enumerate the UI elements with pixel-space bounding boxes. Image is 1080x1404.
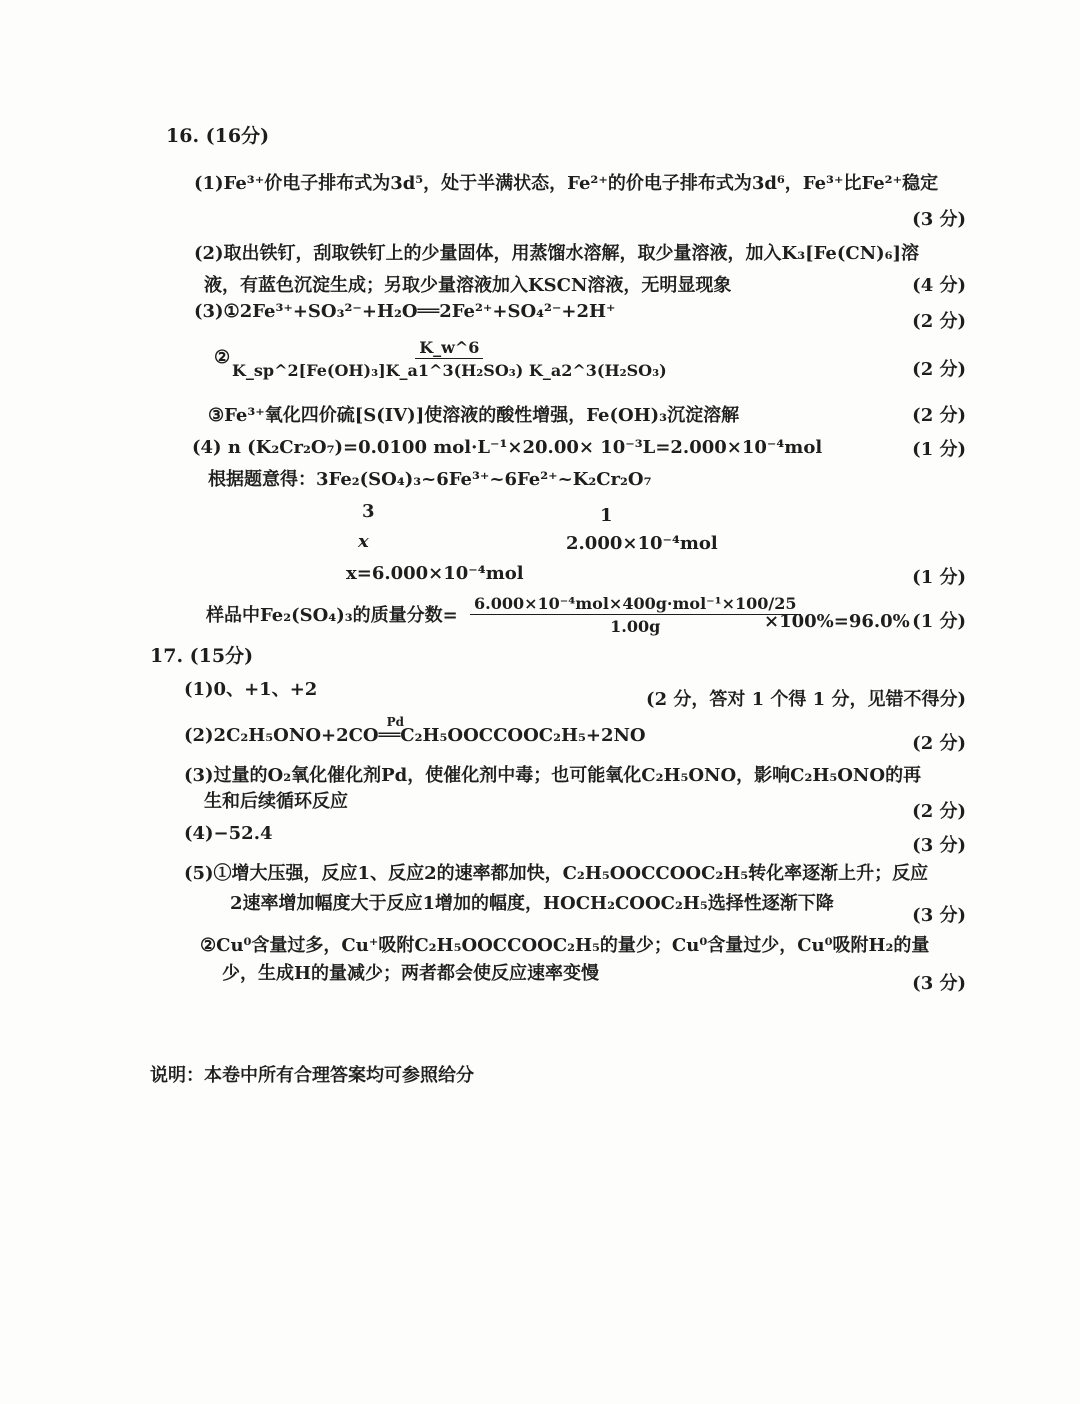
q17-part2-catalyst: Pd (386, 715, 405, 729)
q16-part4-x: x (358, 531, 369, 552)
q17-part2-equation (184, 715, 646, 748)
q16-part4-calc-score: (1 分) (912, 439, 966, 460)
q16-part3-2-score: (2 分) (912, 359, 966, 380)
q16-part3-2-denominator: K_sp^2[Fe(OH)₃]K_a1^3(H₂SO₃) K_a2^3(H₂SO₃) (232, 361, 667, 380)
q16-part2-score: (4 分) (912, 275, 966, 296)
q16-part4-fraction-numerator: 6.000×10⁻⁴mol×400g·mol⁻¹×100/25 (470, 594, 801, 615)
q17-part1: (1)0、+1、+2 (184, 679, 318, 700)
q17-part3-line1: (3)过量的O₂氧化催化剂Pd，使催化剂中毒；也可能氧化C₂H₅ONO，影响C₂H₅ONO的再 (184, 765, 922, 786)
q16-part3-2-label: ② (214, 347, 231, 368)
q17-part2-reactants: (2)2C₂H₅ONO+2CO (184, 725, 379, 746)
q17-part4: (4)−52.4 (184, 823, 273, 844)
q17-part3-line2: 生和后续循环反应 (204, 791, 348, 812)
q16-part4-calc: (4) n (K₂Cr₂O₇)=0.0100 mol·L⁻¹×20.00× 10⁻³L=2.000×10⁻⁴mol (192, 437, 823, 458)
q16-part4-result-score: (1 分) (912, 567, 966, 588)
q17-part1-score: (2 分，答对 1 个得 1 分，见错不得分) (646, 689, 966, 710)
q17-part5-line3: ②Cu⁰含量过多，Cu⁺吸附C₂H₅OOCCOOC₂H₅的量少；Cu⁰含量过少，Cu⁰吸附H₂的量 (200, 935, 930, 956)
q16-part2-line2: 液，有蓝色沉淀生成；另取少量溶液加入KSCN溶液，无明显现象 (204, 275, 732, 296)
q16-part4-fraction-denominator: 1.00g (610, 617, 661, 636)
q16-part4-fraction-label: 样品中Fe₂(SO₄)₃的质量分数= (206, 605, 458, 626)
q17-part5-2-score: (3 分) (912, 973, 966, 994)
q16-part4-fraction-tail: ×100%=96.0% (764, 611, 910, 632)
q16-part3-1-score: (2 分) (912, 311, 966, 332)
q16-part3-3: ③Fe³⁺氧化四价硫[S(IV)]使溶液的酸性增强，Fe(OH)₃沉淀溶解 (208, 405, 740, 426)
q16-header: 16. (16分) (166, 125, 270, 147)
q17-part5-line4: 少，生成H的量减少；两者都会使反应速率变慢 (222, 963, 600, 984)
q16-part4-fraction-score: (1 分) (912, 611, 966, 632)
q17-header: 17. (15分) (150, 645, 254, 667)
q17-part3-score: (2 分) (912, 801, 966, 822)
q16-part4-fraction (470, 594, 801, 636)
q16-part3-1: (3)①2Fe³⁺+SO₃²⁻+H₂O══2Fe²⁺+SO₄²⁻+2H⁺ (194, 301, 616, 322)
q16-part4-mol: 2.000×10⁻⁴mol (566, 533, 718, 554)
q16-part3-3-score: (2 分) (912, 405, 966, 426)
q16-part4-relation: 根据题意得：3Fe₂(SO₄)₃~6Fe³⁺~6Fe²⁺~K₂Cr₂O₇ (208, 469, 652, 490)
q16-part4-coef-3: 3 (362, 501, 375, 522)
q16-part2-line1: (2)取出铁钉，刮取铁钉上的少量固体，用蒸馏水溶解，取少量溶液，加入K₃[Fe(CN)₆]溶 (194, 243, 920, 264)
q17-part5-line2: 2速率增加幅度大于反应1增加的幅度，HOCH₂COOC₂H₅选择性逐渐下降 (230, 893, 834, 914)
q17-part5-line1: (5)①增大压强，反应1、反应2的速率都加快，C₂H₅OOCCOOC₂H₅转化率逐渐上升；反应 (184, 863, 929, 884)
q17-part2-products: C₂H₅OOCCOOC₂H₅+2NO (400, 725, 646, 746)
q16-part4-result: x=6.000×10⁻⁴mol (346, 563, 524, 584)
q16-part4-coef-1: 1 (600, 505, 613, 526)
q17-part5-1-score: (3 分) (912, 905, 966, 926)
q17-part2-arrow: Pd ══ (379, 724, 401, 748)
q17-part4-score: (3 分) (912, 835, 966, 856)
q17-part2-score: (2 分) (912, 733, 966, 754)
q16-part1-score: (3 分) (912, 209, 966, 230)
q16-part3-2-numerator: K_w^6 (415, 338, 483, 359)
q16-part1-text: (1)Fe³⁺价电子排布式为3d⁵，处于半满状态，Fe²⁺的价电子排布式为3d⁶，Fe³⁺比Fe²⁺稳定 (194, 173, 939, 194)
q16-part3-2-fraction (232, 338, 667, 380)
grading-note: 说明：本卷中所有合理答案均可参照给分 (150, 1065, 474, 1086)
